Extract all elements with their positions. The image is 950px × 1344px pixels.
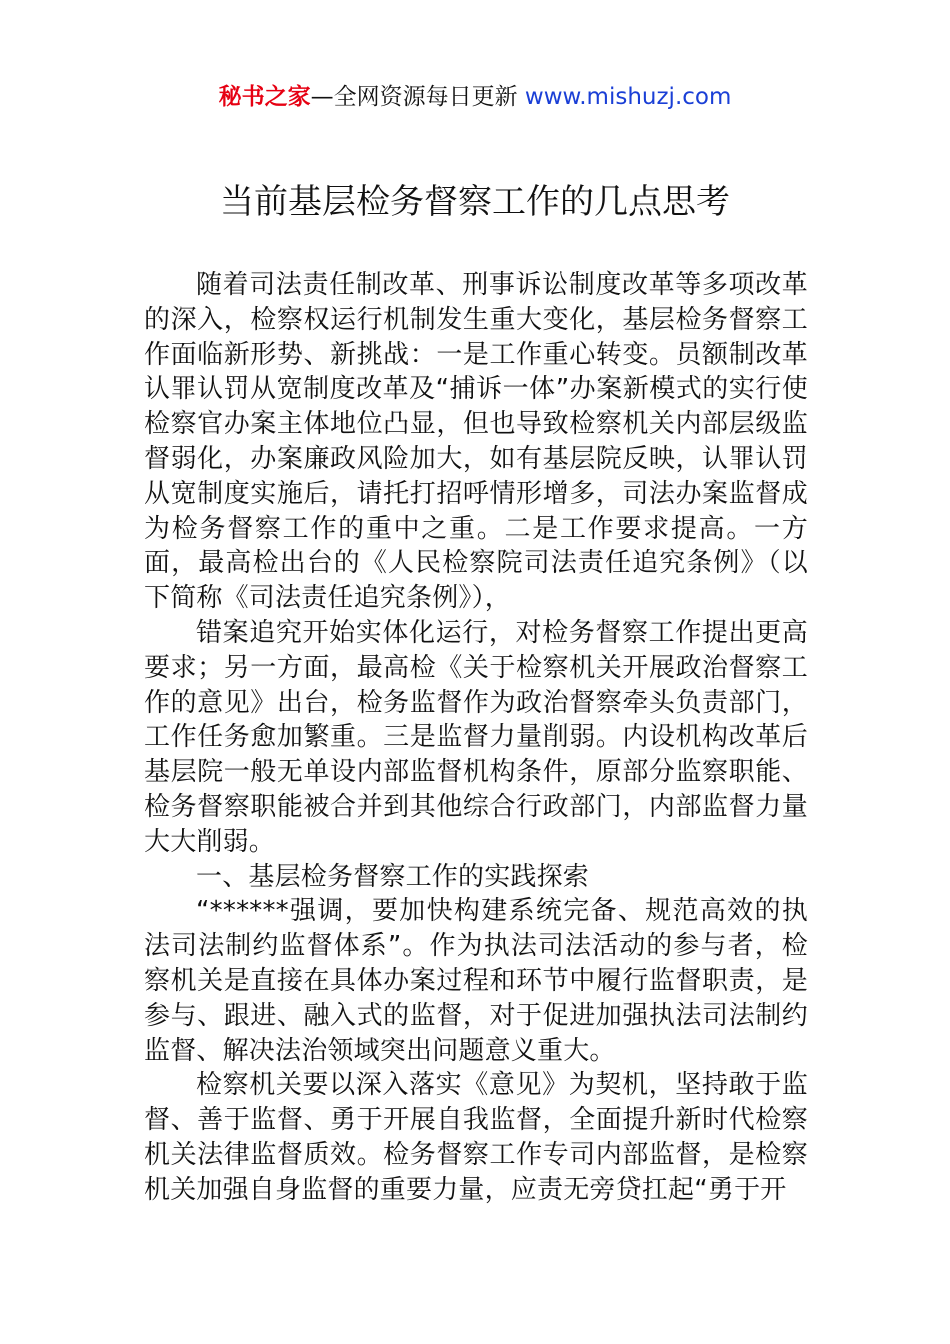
site-url-link[interactable]: www.mishuzj.com [524, 84, 732, 110]
site-header [0, 80, 950, 114]
brand-name: 秘书之家 [218, 84, 311, 110]
body-paragraph: 检察机关要以深入落实《意见》为契机，坚持敢于监督、善于监督、勇于开展自我监督，全面提升新时代检察机关法律监督质效。检务督察工作专司内部监督，是检察机关加强自身监督的重要力量，应责无旁贷扛起“勇于开 [144, 1070, 808, 1205]
body-paragraph: 随着司法责任制改革、刑事诉讼制度改革等多项改革的深入，检察权运行机制发生重大变化，基层检务督察工作面临新形势、新挑战：一是工作重心转变。员额制改革认罪认罚从宽制度改革及“捕诉一体”办案新模式的实行使检察官办案主体地位凸显，但也导致检察机关内部层级监督弱化，办案廉政风险加大，如有基层院反映，认罪认罚从宽制度实施后，请托打招呼情形增多，司法办案监督成为检务督察工作的重中之重。二是工作要求提高。一方面，最高检出台的《人民检察院司法责任追究条例》（以下简称《司法责任追究条例》）， [144, 270, 808, 614]
body-paragraph: 错案追究开始实体化运行，对检务督察工作提出更高要求；另一方面，最高检《关于检察机关开展政治督察工作的意见》出台，检务监督作为政治督察牵头负责部门，工作任务愈加繁重。三是监督力量削弱。内设机构改革后基层院一般无单设内部监督机构条件，原部分监察职能、检务督察职能被合并到其他综合行政部门，内部监督力量大大削弱。 [144, 617, 808, 857]
section-heading: 一、基层检务督察工作的实践探索 [196, 861, 590, 892]
body-paragraph: “******强调，要加快构建系统完备、规范高效的执法司法制约监督体系”。作为执法司法活动的参与者，检察机关是直接在具体办案过程和环节中履行监督职责，是参与、跟进、融入式的监督，对于促进加强执法司法制约监督、解决法治领域突出问题意义重大。 [144, 896, 808, 1066]
document-title: 当前基层检务督察工作的几点思考 [220, 182, 730, 222]
document-body [144, 268, 808, 1208]
header-tagline: —全网资源每日更新 [310, 84, 525, 110]
